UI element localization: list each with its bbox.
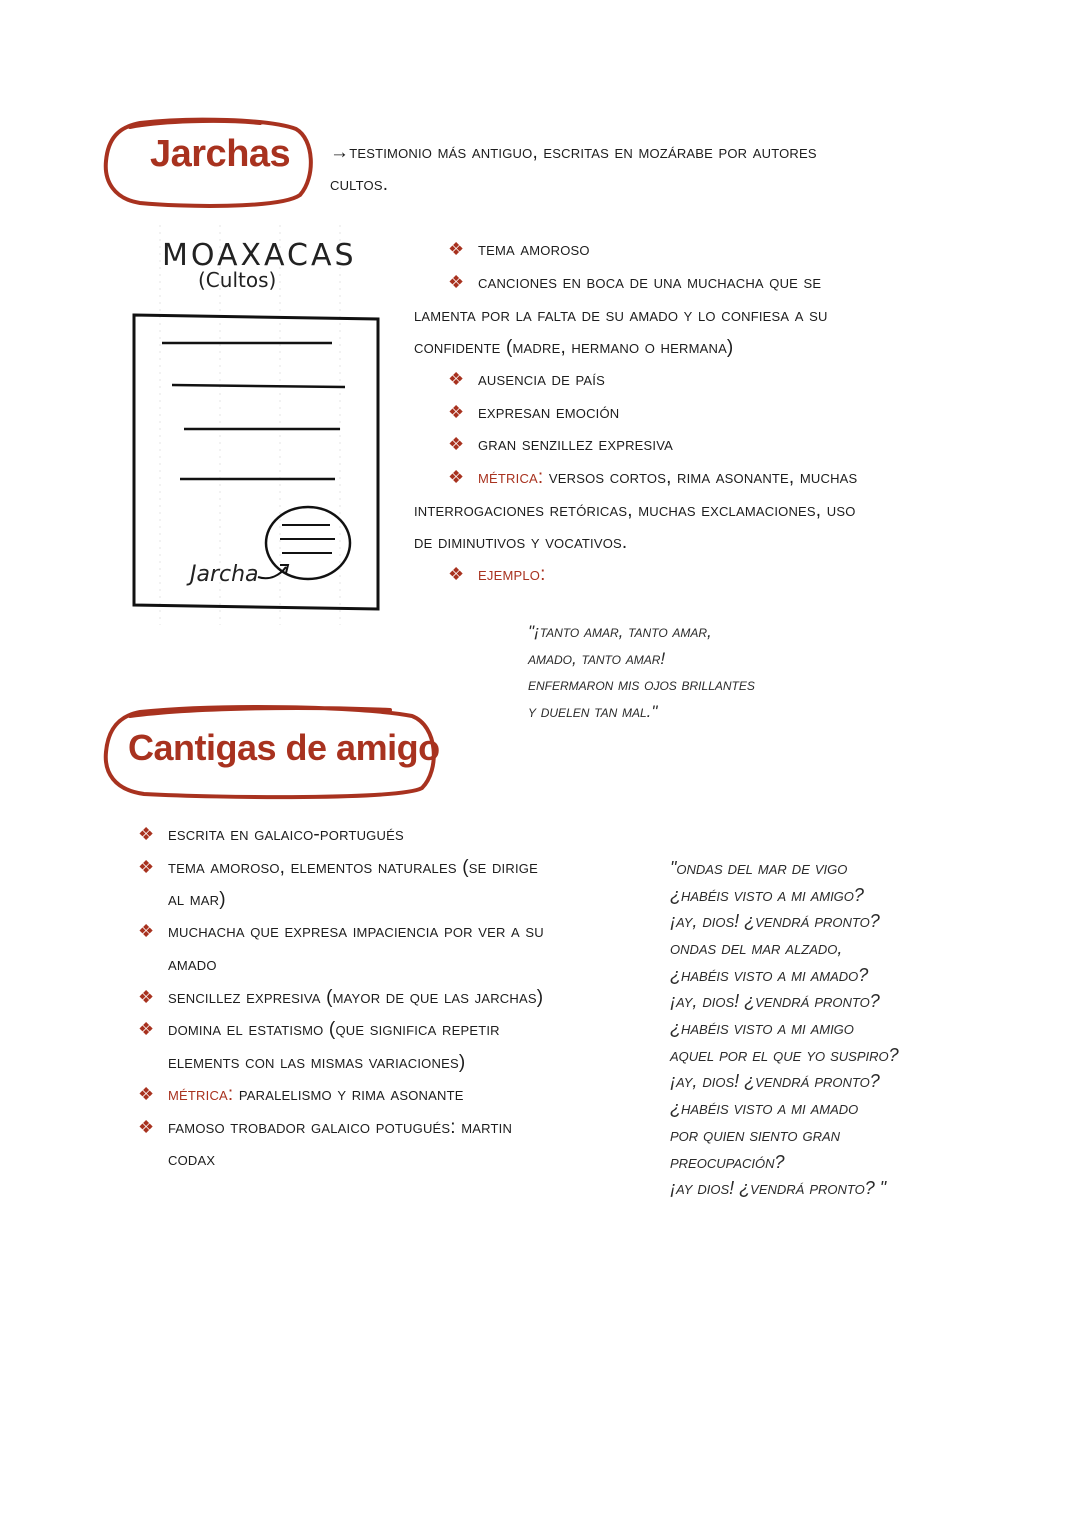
jarcha-quote-line-3: enfermaron mis ojos brillantes [528,675,755,694]
diamond-bullet-icon: ❖ [448,272,465,292]
cantigas-item-5-wrap: elements con las mismas variaciones) [168,1052,466,1073]
diamond-bullet-icon: ❖ [448,239,465,259]
cantiga-quote-line-7: ¿habéis visto a mi amigo [670,1018,854,1038]
sketch-heading: MOAXACAS [162,238,357,273]
cantigas-trobador-wrap: codax [168,1149,216,1170]
cantigas-item-5: ❖ domina el estatismo (que significa repetir [138,1013,500,1046]
cantigas-item-3: ❖ muchacha que expresa impaciencia por ver a su [138,915,544,948]
jarchas-metrica: ❖ métrica: versos cortos, rima asonante, muchas [448,461,857,494]
jarchas-ejemplo: ❖ ejemplo: [448,558,546,591]
cantigas-trobador: ❖ famoso trobador galaico potugués: martin [138,1111,512,1144]
jarcha-quote-line-2: amado, tanto amar! [528,649,666,668]
cantigas-item-1: ❖ escrita en galaico-portugués [138,818,404,851]
cantiga-quote-line-5: ¿habéis visto a mi amado? [670,965,869,985]
sketch-subheading: (Cultos) [198,268,277,292]
jarchas-metrica-wrap2: de diminutivos y vocativos. [414,532,628,553]
diamond-bullet-icon: ❖ [138,987,155,1007]
diamond-bullet-icon: ❖ [448,564,465,584]
diamond-bullet-icon: ❖ [448,434,465,454]
jarchas-intro-line1: →testimonio más antiguo, escritas en mozárabe por autores [330,142,817,163]
diamond-bullet-icon: ❖ [138,824,155,844]
diamond-bullet-icon: ❖ [448,467,465,487]
jarchas-bullet-5: ❖ gran senzillez expresiva [448,428,673,461]
cantiga-quote-line-3: ¡ay, dios! ¿vendrá pronto? [670,911,880,931]
cantiga-quote-line-12: preocupación? [670,1152,785,1172]
cantiga-quote-line-4: ondas del mar alzado, [670,938,843,958]
diamond-bullet-icon: ❖ [448,402,465,422]
moaxaca-sketch [120,225,390,635]
cantiga-quote-line-13: ¡ay dios! ¿vendrá pronto? " [670,1178,887,1198]
cantiga-quote-line-6: ¡ay, dios! ¿vendrá pronto? [670,991,880,1011]
jarchas-bullet-3: ❖ ausencia de país [448,363,605,396]
cantiga-quote-line-9: ¡ay, dios! ¿vendrá pronto? [670,1071,880,1091]
jarchas-intro-line2: cultos. [330,174,389,195]
jarchas-bullet-2-wrap2: confidente (madre, hermano o hermana) [414,337,734,358]
cantiga-quote-line-1: "ondas del mar de vigo [670,858,848,878]
cantigas-item-3-wrap: amado [168,954,217,975]
sketch-jarcha-label: Jarcha [190,562,259,587]
cantiga-quote-line-2: ¿habéis visto a mi amigo? [670,885,864,905]
jarchas-title: Jarchas [150,133,291,175]
jarchas-metrica-wrap1: interrogaciones retóricas, muchas exclamaciones, uso [414,500,856,521]
cantiga-quote-line-10: ¿habéis visto a mi amado [670,1098,859,1118]
cantigas-item-2: ❖ tema amoroso, elementos naturales (se dirige [138,851,538,884]
diamond-bullet-icon: ❖ [138,921,155,941]
cantigas-item-4: ❖ sencillez expresiva (mayor de que las jarchas) [138,981,543,1014]
diamond-bullet-icon: ❖ [138,1117,155,1137]
diamond-bullet-icon: ❖ [138,1019,155,1039]
jarchas-bullet-2-wrap1: lamenta por la falta de su amado y lo confiesa a su [414,305,828,326]
cantigas-title: Cantigas de amigo [128,727,440,768]
cantigas-metrica: ❖ métrica: paralelismo y rima asonante [138,1078,464,1111]
jarcha-quote-line-4: y duelen tan mal." [528,702,658,721]
jarchas-bullet-1: ❖ tema amoroso [448,233,590,266]
jarchas-bullet-4: ❖ expresan emoción [448,396,619,429]
jarchas-bullet-2: ❖ canciones en boca de una muchacha que se [448,266,821,299]
diamond-bullet-icon: ❖ [448,369,465,389]
diamond-bullet-icon: ❖ [138,1084,155,1104]
cantiga-quote-line-8: aquel por el que yo suspiro? [670,1045,899,1065]
jarcha-quote-line-1: "¡tanto amar, tanto amar, [528,622,712,641]
cantiga-quote-line-11: por quien siento gran [670,1125,841,1145]
cantigas-item-2-wrap: al mar) [168,889,226,910]
diamond-bullet-icon: ❖ [138,857,155,877]
